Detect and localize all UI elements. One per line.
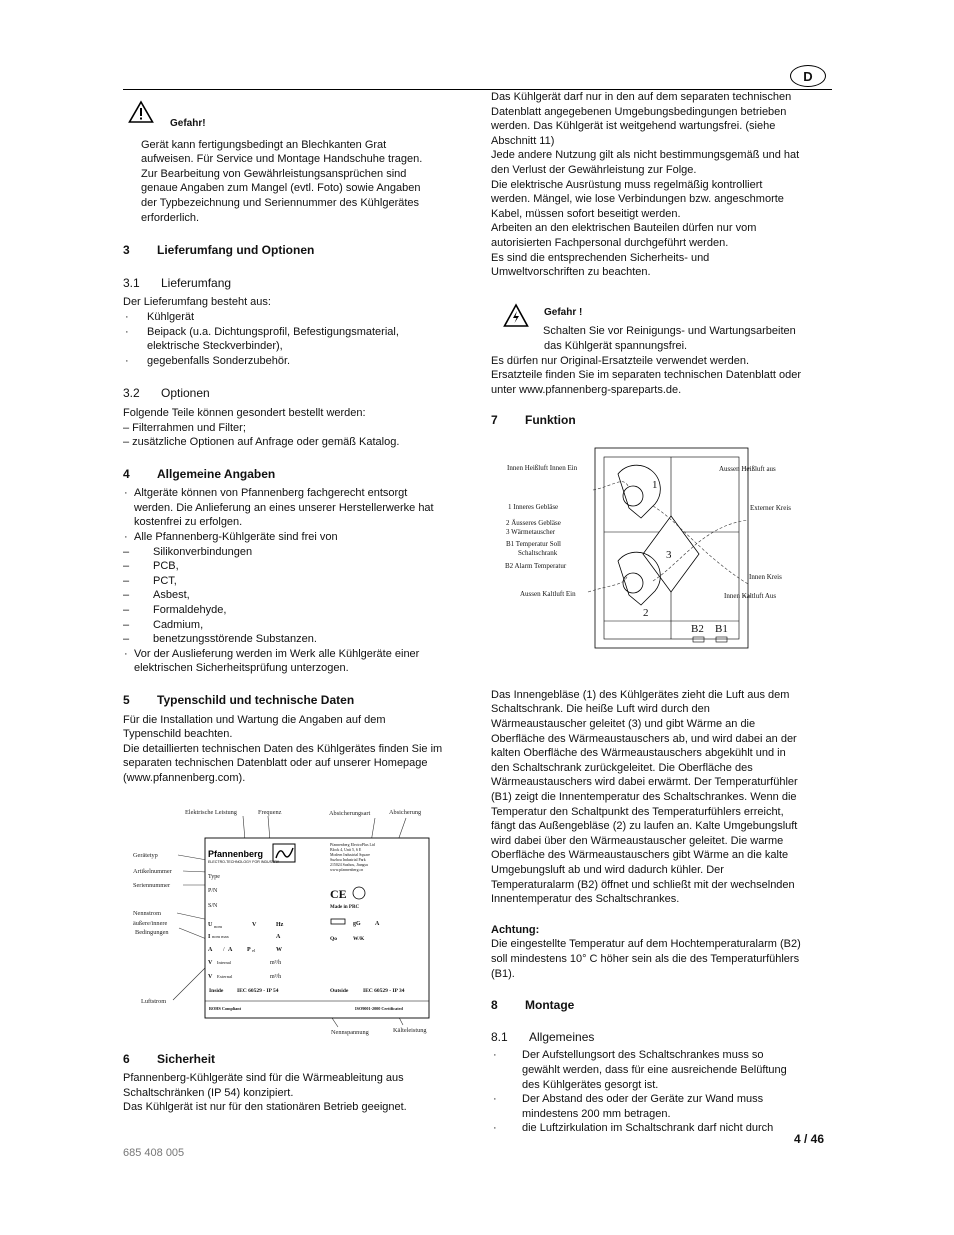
electric-hazard-icon (503, 303, 529, 329)
diagram-label: Innen Kaltluft Aus (724, 591, 777, 600)
text-line: Oberfläche des Wärmeaustauschers ab, und wird dabei an der (491, 732, 797, 745)
list-item: · Der Aufstellungsort des Schaltschrankes muss so gewählt werden, dass für eine ausreichende Belüftung des Kühlgerätes gesorgt ist. (491, 1048, 831, 1092)
language-badge: D (790, 65, 826, 87)
text-line: Umgebungsluft ab und wird dadurch kühler. Der (491, 864, 724, 876)
diagram-label: 3 Wärmetauscher (506, 527, 556, 536)
text-line: den Verlust der Gewährleistung zur Folge. (491, 163, 697, 176)
subsection-heading: 8.1 Allgemeines (491, 1029, 595, 1044)
svg-text:ROHS Compliant: ROHS Compliant (209, 1005, 241, 1011)
text-line: Folgende Teile können gesondert bestellt werden: (123, 406, 366, 419)
callout-label: Absicherung (389, 808, 422, 816)
text-line: separaten technischen Datenblatt oder auf unserer Homepage (123, 757, 428, 770)
svg-text:I: I (208, 933, 211, 940)
svg-text:V: V (208, 959, 213, 966)
text-line: Schalten Sie vor Reinigungs- und Wartungsarbeiten (543, 325, 796, 338)
callout-label: Luftstrom (141, 997, 167, 1005)
section-heading: 3 Lieferumfang und Optionen (123, 243, 315, 258)
text-line: Jede andere Nutzung gilt als nicht bestimmungsgemäß und hat (491, 149, 800, 162)
callout-label: Kälteleistung (393, 1026, 427, 1034)
text-line: Schaltschrank. Die heiße Luft wird durch den (491, 703, 710, 716)
diagram-label: 2 Äusseres Gebläse (506, 518, 561, 527)
delivery-list (123, 310, 463, 368)
svg-text:A: A (276, 933, 281, 940)
callout-label: Gerätetyp (133, 851, 158, 859)
svg-text:U: U (208, 921, 213, 928)
svg-text:/: / (223, 946, 225, 953)
svg-text:CE: CE (330, 886, 347, 901)
text-line: Temperaturalarm (B2) öffnet und schließt mit der wechselnden (491, 878, 795, 891)
svg-text:Block 4, Unit 5, 6 E: Block 4, Unit 5, 6 E (330, 847, 362, 852)
svg-text:m³/h: m³/h (270, 973, 282, 980)
svg-text:P: P (247, 946, 251, 953)
assembly-list (491, 1048, 831, 1136)
text-line: das Kühlgerät spannungsfrei. (544, 339, 688, 352)
list-item: · Kühlgerät (123, 310, 463, 325)
general-list (123, 486, 463, 544)
text-line: kalten Oberfläche des Wärmeaustauschers abgekühlt und in (491, 747, 786, 760)
text-line: Die elektrische Ausrüstung muss regelmäßig kontrolliert (491, 178, 763, 191)
svg-text:gG: gG (353, 920, 361, 927)
text-line: Umweltvorschriften zu beachten. (491, 266, 651, 279)
diagram-label: B2 Alarm Temperatur (505, 561, 567, 570)
svg-text:Pfannenberg ElectroPlus Ltd: Pfannenberg ElectroPlus Ltd (330, 842, 375, 847)
text-line: (B1) zeigt die Innentemperatur des Schaltschrankes. Wenn die (491, 791, 797, 804)
text-line: unter www.pfannenberg-spareparts.de. (491, 383, 682, 396)
text-line: Datenblatt angegebenen Umgebungsbedingungen betrieben (491, 105, 787, 118)
list-item: · Altgeräte können von Pfannenberg fachgerecht entsorgt werden. Die Anlieferung an eines unserer Herstellerwerke hat kostenfrei zu erfolgen. (123, 486, 463, 530)
text-line: Zur Bearbeitung von Gewährleistungsansprüchen sind (141, 167, 407, 180)
text-line: Pfannenberg-Kühlgeräte sind für die Wärmeableitung aus (123, 1072, 404, 1085)
text-line: Temperatur den Schaltpunkt des Temperaturfühlers erreicht, (491, 805, 784, 818)
text-line: Wärmeaustauscher geleitet (3) und gibt Wärme an die (491, 718, 756, 731)
svg-text:ISO9001-2000 Certificated: ISO9001-2000 Certificated (355, 1005, 403, 1011)
svg-text:V: V (208, 973, 213, 980)
general-list-end (123, 647, 463, 676)
svg-text:External: External (217, 973, 233, 979)
svg-text:Type: Type (208, 873, 220, 880)
section-heading: 8 Montage (491, 998, 575, 1013)
text-line: Das Kühlgerät ist nur für den stationären Betrieb geeignet. (123, 1101, 407, 1114)
svg-text:IEC 60529 - IP 34: IEC 60529 - IP 34 (363, 987, 405, 994)
svg-text:Internal: Internal (217, 959, 231, 965)
callout-label: Nennstrom (133, 909, 161, 917)
text-line: genaue Angaben zum Mangel (evtl. Foto) sowie Angaben (141, 182, 421, 195)
svg-text:A: A (228, 946, 233, 953)
text-line: Arbeiten an den elektrischen Bauteilen dürfen nur vom (491, 222, 757, 235)
callout-label: Bedingungen (135, 928, 169, 936)
diagram-label: Aussen Heißluft aus (719, 464, 776, 473)
danger-text (543, 324, 831, 353)
diagram-label: 1 Inneres Gebläse (508, 502, 559, 511)
text-line: Abschnitt 11) (491, 134, 555, 147)
text-line: (B1). (491, 967, 515, 980)
text-line: Kabel, müssen sofort beseitigt werden. (491, 207, 681, 220)
list-item: – Cadmium, (123, 618, 463, 633)
list-item: – Formaldehyde, (123, 603, 463, 618)
text-line: fängt das Außengebläse (2) zu laufen an. Kalte Umgebungsluft (491, 820, 798, 833)
list-item: – Silikonverbindungen (123, 545, 463, 560)
callout-label: äußere/innere (133, 919, 168, 927)
section-heading: 5 Typenschild und technische Daten (123, 693, 355, 707)
list-item: · Beipack (u.a. Dichtungsprofil, Befestigungsmaterial, (123, 325, 463, 340)
text-line: werden. Mängel, wie lose Verbindungen bzw. angeschmorte (491, 193, 784, 206)
electric-danger-notice (491, 300, 831, 354)
type-plate-figure (123, 798, 463, 1038)
diagram-label: B1 Temperatur Soll (506, 539, 561, 548)
svg-text:A: A (375, 920, 380, 927)
brand-subtitle: ELECTRO-TECHNOLOGY FOR INDUSTRY (208, 859, 280, 864)
text-line: der Typbezeichnung und Seriennummer des Kühlgerätes (141, 196, 420, 209)
text-line: – Filterrahmen und Filter; (123, 421, 246, 434)
text-line: Wärmeaustauschers wird dabei erwärmt. Der Temperaturfühler (491, 776, 798, 789)
list-item-cont: elektrische Steckverbinder), (147, 340, 283, 353)
list-item: – PCB, (123, 559, 463, 574)
substance-list (123, 545, 463, 647)
svg-text:m³/h: m³/h (270, 959, 282, 966)
danger-title: Gefahr! (170, 118, 206, 129)
brand-name: Pfannenberg (208, 848, 264, 859)
text-line: aufweisen. Für Service und Montage Handschuhe tragen. (141, 153, 423, 166)
subsection-heading: 3.1 Lieferumfang (123, 275, 232, 290)
label-number: 1 (652, 478, 658, 491)
caution-title: Achtung: (491, 923, 540, 936)
callout-label: Elektrische Leistung (185, 808, 237, 816)
svg-text:Inside: Inside (209, 987, 224, 994)
subsection-heading: 3.2 Optionen (123, 386, 210, 401)
section-heading: 7 Funktion (491, 413, 576, 428)
text-line: erforderlich. (141, 211, 200, 224)
function-diagram (503, 446, 803, 651)
text-line: soll mindestens 10° C höher sein als die des Temperaturfühlers (491, 952, 800, 965)
text-line: Es dürfen nur Original-Ersatzteile verwendet werden. (491, 354, 750, 367)
callout-label: Frequenz (258, 808, 282, 816)
list-item: · gegebenfalls Sonderzubehör. (123, 354, 463, 369)
diagram-label: Innen Kreis (749, 572, 782, 581)
label-number: 3 (666, 548, 672, 561)
callout-label: Seriennummer (133, 881, 171, 889)
svg-text:A: A (208, 946, 213, 953)
list-item: – benetzungsstörende Substanzen. (123, 632, 463, 647)
text-line: Ersatzteile finden Sie im separaten technischen Datenblatt oder (491, 369, 802, 382)
svg-text:nom max: nom max (212, 933, 229, 939)
danger-text (141, 138, 463, 226)
text-line: (www.pfannenberg.com). (123, 771, 246, 784)
svg-text:Suzhou Industrial Park: Suzhou Industrial Park (330, 857, 366, 862)
label-number: 2 (643, 606, 649, 619)
danger-title: Gefahr ! (544, 306, 583, 318)
text-line: Gerät kann fertigungsbedingt an Blechkanten Grat (141, 138, 387, 151)
text-line: werden. Das Kühlgerät ist weitgehend wartungsfrei. (siehe (491, 120, 776, 133)
document-number: 685 408 005 (123, 1147, 185, 1159)
diagram-label: Aussen Kaltluft Ein (520, 589, 576, 598)
text-line: Oberfläche des Wärmeaustauschers gibt Wärme an die kalte (491, 849, 789, 862)
text-line: Die detaillierten technischen Daten des Kühlgerätes finden Sie im (123, 742, 443, 755)
list-item: · die Luftzirkulation im Schaltschrank darf nicht durch (491, 1121, 831, 1136)
callout-label: Absicherungsart (329, 809, 371, 817)
text-line: – zusätzliche Optionen auf Anfrage oder gemäß Katalog. (123, 436, 400, 449)
right-column (491, 90, 831, 1136)
section-heading: 4 Allgemeine Angaben (123, 466, 276, 481)
svg-text:P/N: P/N (208, 887, 218, 894)
svg-text:Qo: Qo (330, 935, 338, 942)
label-number: B1 (715, 622, 728, 635)
callout-label: Artikelnummer (133, 867, 172, 875)
danger-notice (123, 100, 463, 225)
text-line: Innentemperatur des Schaltschrankes. (491, 893, 680, 906)
svg-text:W: W (276, 946, 282, 953)
page-number: 4 / 46 (794, 1132, 825, 1146)
delivery-intro: Der Lieferumfang besteht aus: (123, 296, 271, 309)
diagram-label: Schaltschrank (518, 548, 558, 557)
svg-text:215024 Suzhou, Jiangsu: 215024 Suzhou, Jiangsu (330, 862, 368, 867)
text-line: Das Kühlgerät darf nur in den auf dem separaten technischen (491, 91, 792, 103)
svg-text:W/K: W/K (353, 935, 365, 942)
svg-text:Outside: Outside (330, 987, 349, 994)
svg-text:www.pfannenberg.cn: www.pfannenberg.cn (330, 867, 364, 872)
text-line: Typenschild beachten. (123, 728, 233, 741)
text-line: Für die Installation und Wartung die Angaben auf dem (123, 713, 386, 726)
text-line: Es sind die entsprechenden Sicherheits- und (491, 251, 710, 264)
diagram-label: Innen Heißluft Innen Ein (507, 463, 578, 472)
svg-text:S/N: S/N (208, 902, 218, 909)
diagram-label: Externer Kreis (750, 503, 792, 512)
svg-text:Made in PRC: Made in PRC (330, 904, 360, 910)
list-item: · Der Abstand des oder der Geräte zur Wand muss mindestens 200 mm betragen. (491, 1092, 831, 1121)
label-number: B2 (691, 622, 704, 635)
text-line: Das Innengebläse (1) des Kühlgerätes zieht die Luft aus dem (491, 688, 790, 701)
text-line: wird dabei über den Wärmeaustauscher geleitet. Die warme (491, 834, 784, 847)
svg-text:V: V (252, 921, 257, 928)
svg-text:IEC 60529 - IP 54: IEC 60529 - IP 54 (237, 987, 279, 994)
svg-text:el: el (252, 947, 256, 953)
svg-text:Modern Industrial Square: Modern Industrial Square (330, 852, 370, 857)
callout-label: Nennspannung (331, 1028, 369, 1036)
list-item: · Alle Pfannenberg-Kühlgeräte sind frei von (123, 530, 463, 545)
text-line: Schaltschränken (IP 54) konzipiert. (123, 1086, 294, 1099)
list-item: – Asbest, (123, 588, 463, 603)
list-item: – PCT, (123, 574, 463, 589)
svg-text:Hz: Hz (276, 921, 284, 928)
text-line: den Schaltschrank zurückgeleitet. Die Oberfläche des (491, 761, 753, 774)
warning-triangle-icon (128, 100, 154, 124)
svg-text:nom: nom (214, 923, 223, 929)
list-item: · Vor der Auslieferung werden im Werk alle Kühlgeräte einer elektrischen Sicherheitsprüfung unterzogen. (123, 647, 463, 676)
left-column (123, 100, 463, 1115)
text-line: Die eingestellte Temperatur auf dem Hochtemperaturalarm (B2) (491, 938, 801, 951)
text-line: autorisierten Fachpersonal durchgeführt werden. (491, 236, 729, 249)
section-heading: 6 Sicherheit (123, 1051, 216, 1066)
